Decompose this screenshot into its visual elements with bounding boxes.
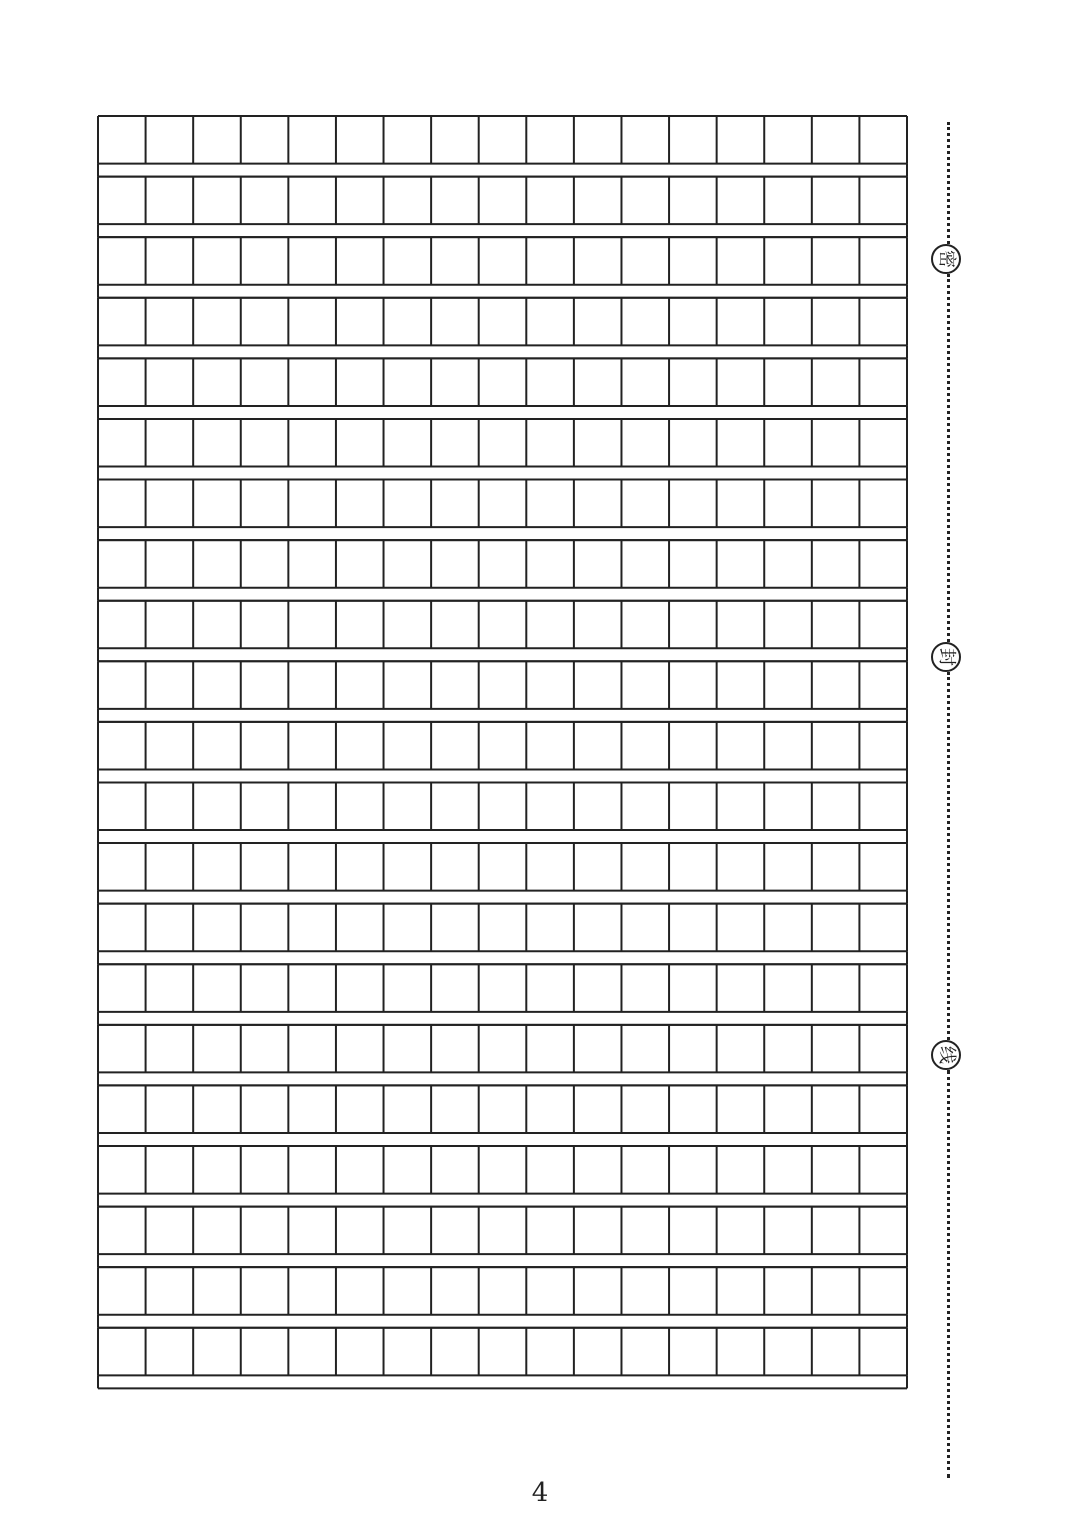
- page-number: 4: [531, 1478, 549, 1508]
- seal-char-xian: [931, 1040, 961, 1070]
- seal-char-feng-text: 封: [936, 648, 957, 666]
- seal-dotted-line: [947, 1070, 950, 1478]
- seal-dotted-line: [947, 122, 950, 244]
- seal-char-mi: [931, 244, 961, 274]
- seal-char-mi-text: 密: [936, 250, 957, 268]
- seal-char-xian-text: 线: [936, 1046, 957, 1064]
- seal-dotted-line: [947, 274, 950, 642]
- seal-dotted-line: [947, 672, 950, 1040]
- seal-char-feng: [931, 642, 961, 672]
